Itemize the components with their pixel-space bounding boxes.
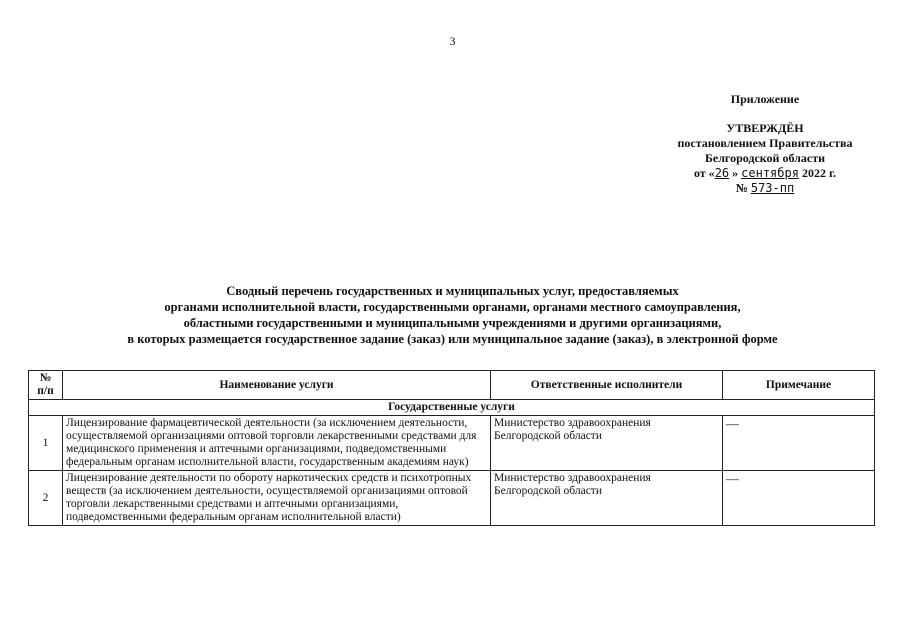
executor: Министерство здравоохранения Белгородской области [491,416,723,471]
header-name: Наименование услуги [63,371,491,400]
row-number: 2 [29,471,63,526]
note: — [723,471,875,526]
header-num-line2: п/п [37,385,54,397]
date-month: сентября [741,166,799,180]
date-mid: » [732,166,739,180]
table-row [29,471,875,526]
page-number: 3 [449,34,456,48]
note: — [723,416,875,471]
approval-line-2: Белгородской области [704,151,826,165]
header-executors: Ответственные исполнители [491,371,723,400]
date-prefix: от « [693,166,715,180]
section-title: Государственные услуги [29,400,875,416]
table-row [29,416,875,471]
row-number: 1 [29,416,63,471]
header-num [29,371,63,400]
number-prefix: № [735,181,748,195]
approved-label: УТВЕРЖДЁН [726,121,804,135]
table-header-row [29,371,875,400]
approval-date [620,166,905,181]
annex-label: Приложение [730,92,800,106]
date-year: 2022 г. [801,166,837,180]
services-table [28,370,875,526]
approval-line-1: постановлением Правительства [677,136,853,150]
date-day: 26 [714,166,730,180]
title-line: Сводный перечень государственных и муниципальных услуг, предоставляемых [226,284,679,298]
document-title [0,283,905,347]
title-line: органами исполнительной власти, государственными органами, органами местного самоуправления, [164,300,741,314]
document-number: 573-пп [750,181,795,195]
title-line: в которых размещается государственное задание (заказ) или муниципальное задание (заказ), в электронной форме [127,332,778,346]
header-note: Примечание [723,371,875,400]
approval-block [620,92,905,196]
executor: Министерство здравоохранения Белгородской области [491,471,723,526]
approval-number [620,181,905,196]
header-num-line1: № [39,372,52,384]
service-name: Лицензирование деятельности по обороту наркотических средств и психотропных веществ (за исключением деятельности, осуществляемой организациями оптовой торговли лекарственными средствами и аптечными организациями, подведомственными федеральным органам исполнительной власти) [63,471,491,526]
title-line: областными государственными и муниципальными учреждениями и другими организациями, [183,316,722,330]
service-name: Лицензирование фармацевтической деятельности (за исключением деятельности, осуществляемой организациями оптовой торговли лекарственными средствами для медицинского применения и аптечными организациями, подведомственными федеральным органам исполнительной власти, государственным академиям наук) [63,416,491,471]
section-row [29,400,875,416]
